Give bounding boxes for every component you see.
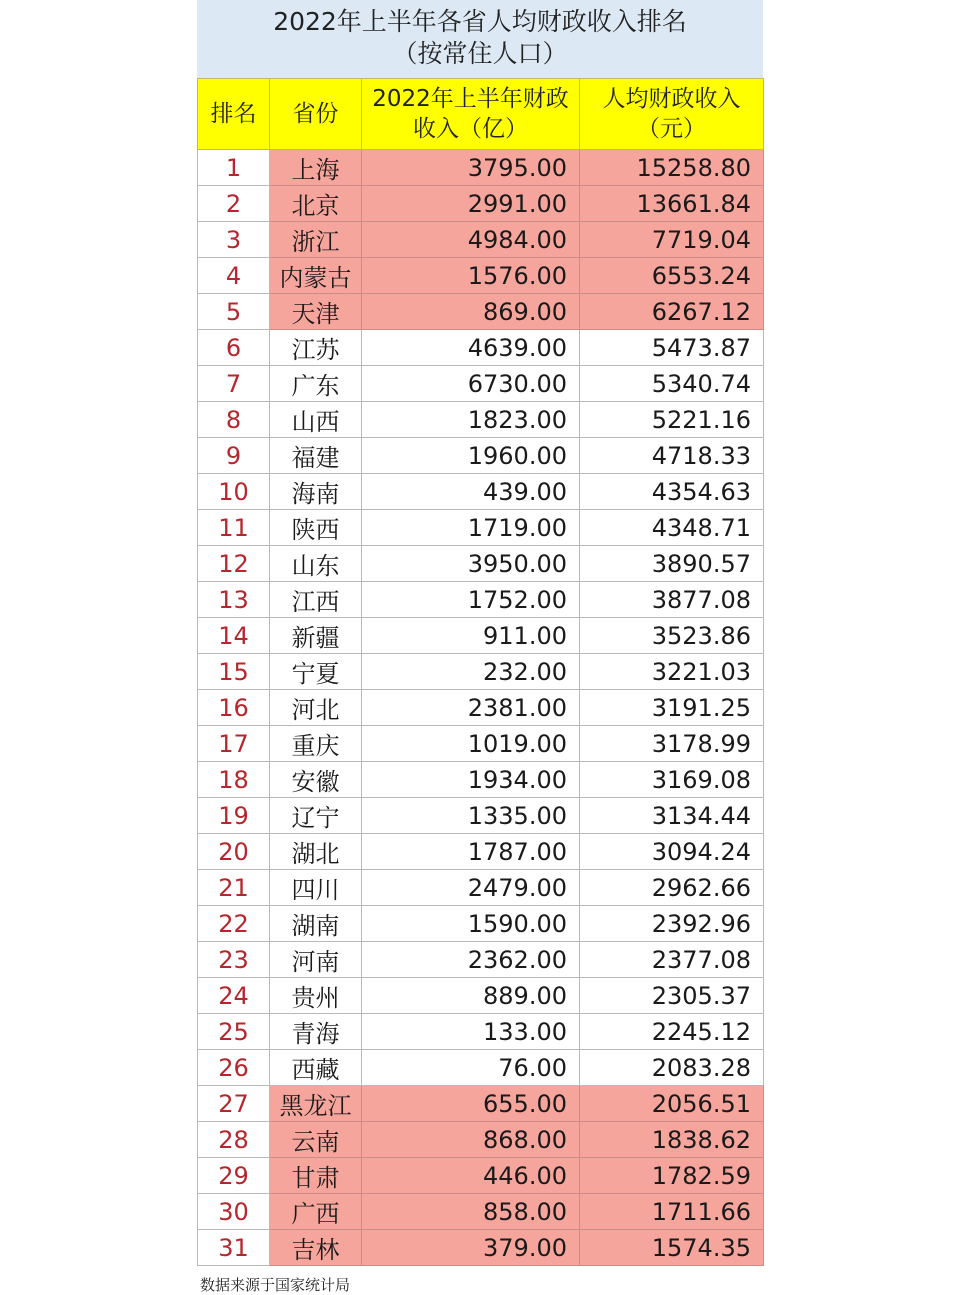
rank-cell: 24 [198,978,270,1014]
rank-cell: 31 [198,1230,270,1266]
table-row [198,870,764,906]
revenue-cell: 3950.00 [362,546,580,582]
rank-cell: 14 [198,618,270,654]
rank-cell: 9 [198,438,270,474]
rank-cell: 1 [198,150,270,186]
header-per-capita-line2: （元） [637,116,706,142]
table-row [198,618,764,654]
table-row [198,834,764,870]
table-row [198,294,764,330]
table-row [198,1122,764,1158]
header-per-capita-line1: 人均财政收入 [602,86,741,112]
per-capita-cell: 2962.66 [580,870,764,906]
table-row [198,942,764,978]
table-row [198,330,764,366]
rank-cell: 8 [198,402,270,438]
rank-cell: 16 [198,690,270,726]
revenue-cell: 2381.00 [362,690,580,726]
per-capita-cell: 5340.74 [580,366,764,402]
table-title [197,0,763,78]
province-cell: 西藏 [270,1050,362,1086]
province-cell: 河北 [270,690,362,726]
header-province: 省份 [270,79,362,150]
rank-cell: 22 [198,906,270,942]
province-cell: 江苏 [270,330,362,366]
per-capita-cell: 4348.71 [580,510,764,546]
header-revenue-line1: 2022年上半年财政 [372,86,569,112]
table-row [198,726,764,762]
per-capita-cell: 6267.12 [580,294,764,330]
rank-cell: 27 [198,1086,270,1122]
province-cell: 甘肃 [270,1158,362,1194]
province-cell: 江西 [270,582,362,618]
per-capita-cell: 3094.24 [580,834,764,870]
per-capita-cell: 3890.57 [580,546,764,582]
revenue-cell: 911.00 [362,618,580,654]
table-row [198,582,764,618]
table-row [198,1014,764,1050]
revenue-cell: 868.00 [362,1122,580,1158]
rank-cell: 23 [198,942,270,978]
revenue-cell: 2991.00 [362,186,580,222]
table-row [198,222,764,258]
table-row [198,402,764,438]
revenue-cell: 1019.00 [362,726,580,762]
table-row [198,438,764,474]
table-row [198,906,764,942]
rank-cell: 5 [198,294,270,330]
revenue-cell: 1787.00 [362,834,580,870]
table-row [198,1050,764,1086]
per-capita-cell: 5221.16 [580,402,764,438]
province-cell: 湖南 [270,906,362,942]
per-capita-cell: 2056.51 [580,1086,764,1122]
province-cell: 浙江 [270,222,362,258]
revenue-cell: 889.00 [362,978,580,1014]
province-cell: 安徽 [270,762,362,798]
rank-cell: 29 [198,1158,270,1194]
revenue-cell: 1934.00 [362,762,580,798]
province-cell: 河南 [270,942,362,978]
province-cell: 天津 [270,294,362,330]
per-capita-cell: 3221.03 [580,654,764,690]
per-capita-cell: 3877.08 [580,582,764,618]
per-capita-cell: 2392.96 [580,906,764,942]
rank-cell: 2 [198,186,270,222]
per-capita-cell: 6553.24 [580,258,764,294]
per-capita-cell: 2245.12 [580,1014,764,1050]
title-line-1: 2022年上半年各省人均财政收入排名 [273,7,687,36]
per-capita-cell: 7719.04 [580,222,764,258]
province-cell: 四川 [270,870,362,906]
table-row [198,186,764,222]
per-capita-cell: 4354.63 [580,474,764,510]
revenue-cell: 446.00 [362,1158,580,1194]
revenue-cell: 232.00 [362,654,580,690]
per-capita-cell: 13661.84 [580,186,764,222]
revenue-cell: 1752.00 [362,582,580,618]
province-cell: 黑龙江 [270,1086,362,1122]
rank-cell: 28 [198,1122,270,1158]
province-cell: 上海 [270,150,362,186]
table-row [198,474,764,510]
header-revenue [362,79,580,150]
province-cell: 山东 [270,546,362,582]
header-revenue-line2: 收入（亿） [413,116,528,142]
table-row [198,150,764,186]
per-capita-cell: 5473.87 [580,330,764,366]
province-cell: 重庆 [270,726,362,762]
per-capita-cell: 3134.44 [580,798,764,834]
province-cell: 陕西 [270,510,362,546]
table-row [198,1194,764,1230]
revenue-cell: 1590.00 [362,906,580,942]
table-row [198,1230,764,1266]
province-cell: 北京 [270,186,362,222]
rank-cell: 19 [198,798,270,834]
rank-cell: 18 [198,762,270,798]
rank-cell: 17 [198,726,270,762]
table-row [198,258,764,294]
table-row [198,978,764,1014]
table-row [198,798,764,834]
revenue-cell: 1576.00 [362,258,580,294]
table-row [198,546,764,582]
rank-cell: 26 [198,1050,270,1086]
province-cell: 内蒙古 [270,258,362,294]
rank-cell: 7 [198,366,270,402]
table-row [198,366,764,402]
revenue-cell: 6730.00 [362,366,580,402]
rank-cell: 15 [198,654,270,690]
per-capita-cell: 3169.08 [580,762,764,798]
revenue-cell: 2479.00 [362,870,580,906]
province-cell: 广西 [270,1194,362,1230]
table-row [198,510,764,546]
revenue-cell: 1719.00 [362,510,580,546]
per-capita-cell: 2083.28 [580,1050,764,1086]
revenue-cell: 1823.00 [362,402,580,438]
province-cell: 吉林 [270,1230,362,1266]
table-row [198,762,764,798]
per-capita-cell: 1711.66 [580,1194,764,1230]
province-cell: 青海 [270,1014,362,1050]
per-capita-cell: 3191.25 [580,690,764,726]
revenue-cell: 4639.00 [362,330,580,366]
table-row [198,1158,764,1194]
revenue-cell: 858.00 [362,1194,580,1230]
rank-cell: 10 [198,474,270,510]
revenue-cell: 1335.00 [362,798,580,834]
province-cell: 湖北 [270,834,362,870]
table-row [198,690,764,726]
province-cell: 山西 [270,402,362,438]
rank-cell: 30 [198,1194,270,1230]
revenue-cell: 2362.00 [362,942,580,978]
ranking-table [197,78,764,1266]
revenue-cell: 1960.00 [362,438,580,474]
table-row [198,1086,764,1122]
revenue-cell: 133.00 [362,1014,580,1050]
title-line-2: （按常住人口） [392,39,568,68]
per-capita-cell: 2377.08 [580,942,764,978]
per-capita-cell: 1782.59 [580,1158,764,1194]
province-cell: 新疆 [270,618,362,654]
rank-cell: 20 [198,834,270,870]
province-cell: 宁夏 [270,654,362,690]
rank-cell: 6 [198,330,270,366]
revenue-cell: 3795.00 [362,150,580,186]
province-cell: 辽宁 [270,798,362,834]
province-cell: 云南 [270,1122,362,1158]
table-row [198,654,764,690]
revenue-cell: 869.00 [362,294,580,330]
header-rank: 排名 [198,79,270,150]
revenue-cell: 379.00 [362,1230,580,1266]
rank-cell: 11 [198,510,270,546]
province-cell: 海南 [270,474,362,510]
rank-cell: 13 [198,582,270,618]
header-per-capita [580,79,764,150]
rank-cell: 12 [198,546,270,582]
rank-cell: 21 [198,870,270,906]
per-capita-cell: 1574.35 [580,1230,764,1266]
revenue-cell: 76.00 [362,1050,580,1086]
header-row [198,79,764,150]
province-cell: 福建 [270,438,362,474]
per-capita-cell: 2305.37 [580,978,764,1014]
spreadsheet [197,0,763,1295]
rank-cell: 25 [198,1014,270,1050]
per-capita-cell: 4718.33 [580,438,764,474]
rank-cell: 3 [198,222,270,258]
table-body [198,150,764,1266]
revenue-cell: 655.00 [362,1086,580,1122]
per-capita-cell: 15258.80 [580,150,764,186]
per-capita-cell: 3523.86 [580,618,764,654]
province-cell: 贵州 [270,978,362,1014]
per-capita-cell: 1838.62 [580,1122,764,1158]
revenue-cell: 439.00 [362,474,580,510]
per-capita-cell: 3178.99 [580,726,764,762]
source-note: 数据来源于国家统计局 [200,1276,351,1294]
revenue-cell: 4984.00 [362,222,580,258]
province-cell: 广东 [270,366,362,402]
rank-cell: 4 [198,258,270,294]
